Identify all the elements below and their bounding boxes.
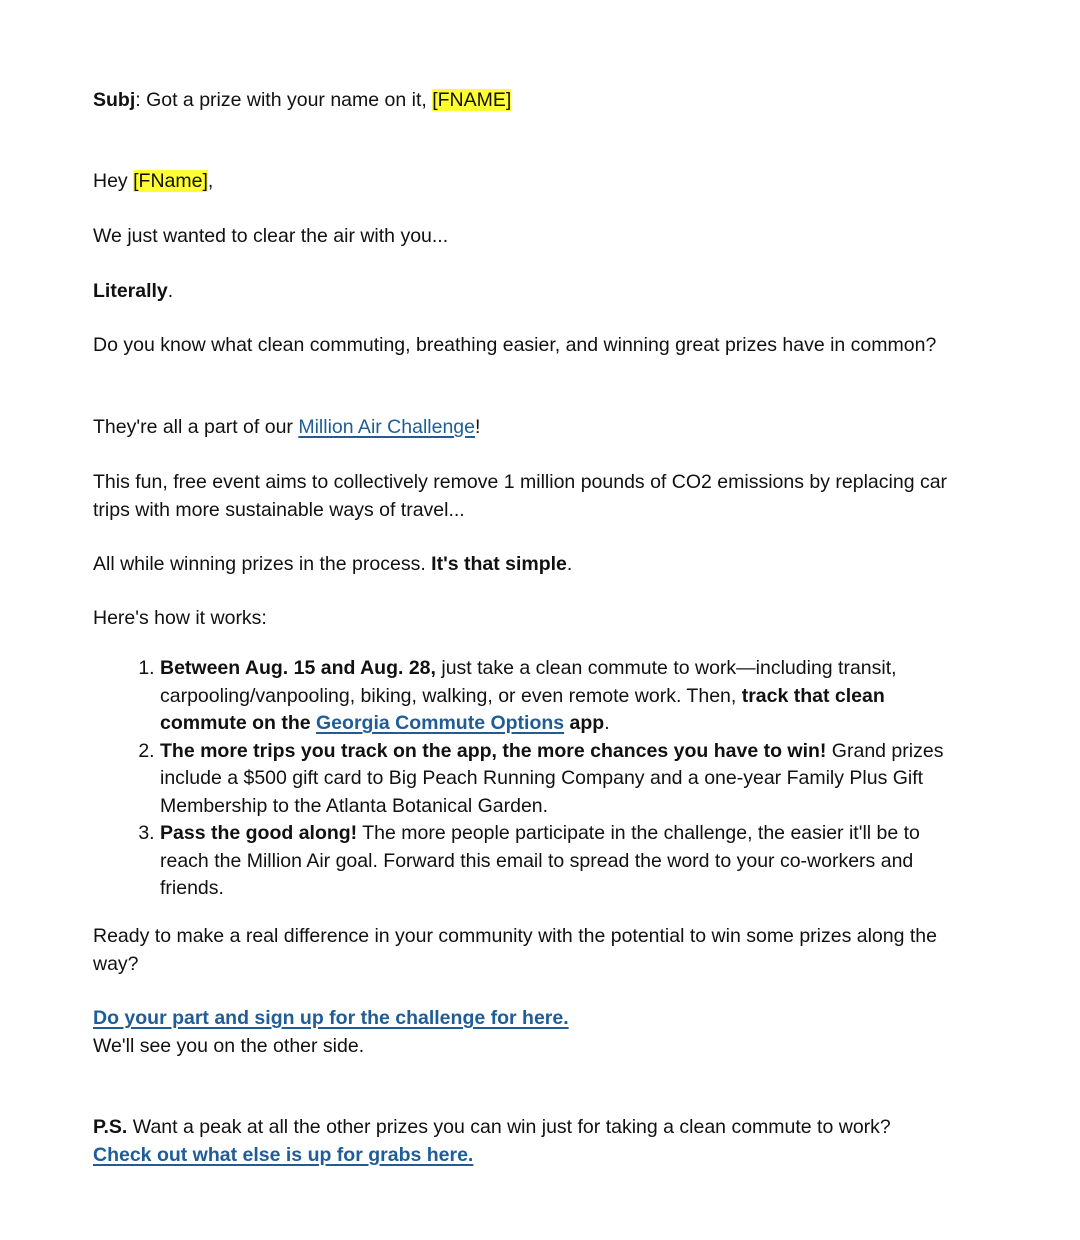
- subject-merge-tag: [FNAME]: [432, 89, 512, 111]
- paragraph-prizes: [93, 551, 973, 579]
- prizes-prefix: All while winning prizes in the process.: [93, 553, 432, 575]
- greeting-merge-tag: [FName]: [133, 170, 208, 192]
- paragraph-clear-air: We just wanted to clear the air with you...: [93, 225, 449, 247]
- subject-line: [93, 87, 973, 115]
- step-1-end: .: [604, 712, 610, 734]
- greeting-prefix: Hey: [93, 170, 134, 192]
- paragraph-question: Do you know what clean commuting, breathing easier, and winning great prizes have in common?: [93, 334, 937, 356]
- step-2-bold: The more trips you track on the app, the more chances you have to win!: [160, 739, 827, 762]
- step-3-bold: Pass the good along!: [160, 822, 358, 844]
- step-2-text: Grand prizes include a $500 gift card to Big Peach Running Company and a one-year Family Plus Gift Membership to the Atlanta Botanical Garden.: [160, 739, 944, 817]
- literally-bold: Literally: [93, 280, 168, 302]
- step-1-bold-dates: Between Aug. 15 and Aug. 28,: [160, 657, 436, 679]
- paragraph-how-it-works: Here's how it works:: [93, 607, 267, 629]
- paragraph-challenge: [93, 414, 973, 442]
- subject-text: : Got a prize with your name on it,: [135, 89, 433, 111]
- see-you-text: We'll see you on the other side.: [93, 1034, 365, 1057]
- challenge-end: !: [475, 416, 481, 438]
- million-air-challenge-link[interactable]: Million Air Challenge: [298, 416, 475, 438]
- list-item: [160, 820, 973, 903]
- georgia-commute-options-link[interactable]: Georgia Commute Options: [316, 712, 565, 734]
- step-1-text: just take a clean commute to work—including transit, carpooling/vanpooling, biking, walking, or even remote work. Then,: [160, 657, 897, 707]
- step-1-bold-track: track that clean commute on the: [160, 684, 885, 734]
- challenge-prefix: They're all a part of our: [93, 416, 299, 438]
- check-prizes-link[interactable]: Check out what else is up for grabs here.: [93, 1143, 474, 1166]
- subject-label: Subj: [93, 89, 136, 111]
- cta-block: [93, 1005, 973, 1060]
- prizes-bold: It's that simple: [431, 553, 567, 575]
- literally-end: .: [167, 280, 174, 302]
- list-item: [160, 655, 973, 738]
- paragraph-literally: [93, 278, 973, 306]
- sign-up-challenge-link[interactable]: Do your part and sign up for the challenge for here.: [93, 1007, 569, 1029]
- list-item: [160, 738, 973, 821]
- ps-text: Want a peak at all the other prizes you can win just for taking a clean commute to work?: [127, 1116, 891, 1138]
- step-3-text: The more people participate in the challenge, the easier it'll be to reach the Million Air goal. Forward this email to spread the word to your co-workers and friends.: [160, 822, 920, 899]
- step-1-bold-app: app: [564, 712, 605, 734]
- paragraph-ready: Ready to make a real difference in your community with the potential to win some prizes along the way?: [93, 925, 937, 975]
- steps-list: [93, 655, 973, 903]
- prizes-end: .: [566, 553, 573, 575]
- greeting-suffix: ,: [207, 170, 214, 192]
- paragraph-event-description: This fun, free event aims to collectively remove 1 million pounds of CO2 emissions by replacing car trips with more sustainable ways of travel...: [93, 471, 948, 521]
- postscript: [93, 1114, 973, 1169]
- ps-label: P.S.: [93, 1116, 128, 1138]
- greeting: [93, 168, 973, 196]
